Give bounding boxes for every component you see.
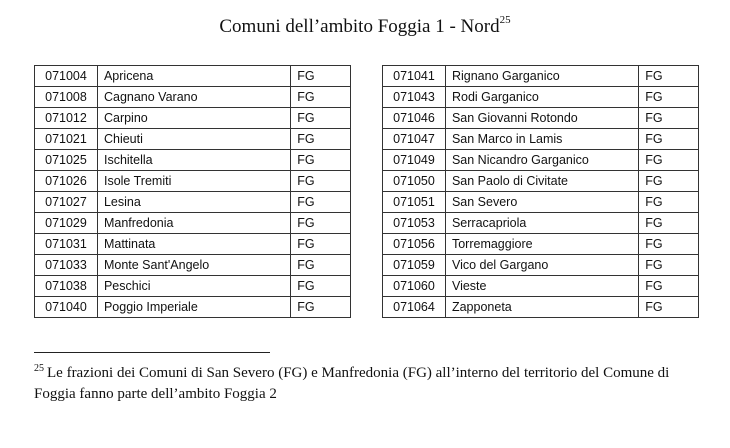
istat-code-cell: 071026: [35, 171, 98, 192]
table-row: [35, 108, 351, 129]
istat-code-cell: 071060: [383, 276, 446, 297]
istat-code-cell: 071027: [35, 192, 98, 213]
province-cell: FG: [639, 297, 699, 318]
province-cell: FG: [639, 192, 699, 213]
istat-code-cell: 071038: [35, 276, 98, 297]
province-cell: FG: [291, 297, 351, 318]
province-cell: FG: [291, 234, 351, 255]
istat-code-cell: 071056: [383, 234, 446, 255]
province-cell: FG: [639, 87, 699, 108]
istat-code-cell: 071021: [35, 129, 98, 150]
municipality-name-cell: Ischitella: [97, 150, 290, 171]
table-row: [35, 171, 351, 192]
province-cell: FG: [291, 108, 351, 129]
page-title-text: Comuni dell’ambito Foggia 1 - Nord: [219, 16, 500, 37]
province-cell: FG: [291, 129, 351, 150]
province-cell: FG: [291, 87, 351, 108]
province-cell: FG: [639, 150, 699, 171]
municipality-name-cell: San Severo: [445, 192, 638, 213]
municipality-name-cell: Vieste: [445, 276, 638, 297]
municipality-name-cell: Apricena: [97, 66, 290, 87]
table-row: [383, 171, 699, 192]
municipality-name-cell: Zapponeta: [445, 297, 638, 318]
province-cell: FG: [639, 171, 699, 192]
table-row: [383, 255, 699, 276]
table-row: [383, 150, 699, 171]
table-row: [35, 150, 351, 171]
istat-code-cell: 071008: [35, 87, 98, 108]
municipality-name-cell: Carpino: [97, 108, 290, 129]
table-row: [35, 213, 351, 234]
province-cell: FG: [291, 192, 351, 213]
municipality-name-cell: Isole Tremiti: [97, 171, 290, 192]
province-cell: FG: [639, 129, 699, 150]
istat-code-cell: 071047: [383, 129, 446, 150]
istat-code-cell: 071050: [383, 171, 446, 192]
istat-code-cell: 071041: [383, 66, 446, 87]
istat-code-cell: 071025: [35, 150, 98, 171]
province-cell: FG: [291, 66, 351, 87]
municipalities-table-left: [34, 65, 351, 318]
istat-code-cell: 071033: [35, 255, 98, 276]
table-row: [35, 297, 351, 318]
footnote-separator: [34, 352, 270, 353]
municipality-name-cell: Rignano Garganico: [445, 66, 638, 87]
table-row: [383, 192, 699, 213]
table-row: [383, 108, 699, 129]
province-cell: FG: [291, 213, 351, 234]
table-row: [383, 213, 699, 234]
footnote-number: 25: [34, 363, 44, 374]
province-cell: FG: [291, 150, 351, 171]
page-title: [0, 14, 730, 38]
municipality-name-cell: San Marco in Lamis: [445, 129, 638, 150]
table-row: [383, 66, 699, 87]
table-row: [35, 192, 351, 213]
istat-code-cell: 071059: [383, 255, 446, 276]
municipality-name-cell: Peschici: [97, 276, 290, 297]
table-row: [35, 87, 351, 108]
table-row: [35, 66, 351, 87]
footnote-text: Le frazioni dei Comuni di San Severo (FG) e Manfredonia (FG) all’interno del territorio del Comune di Foggia fanno parte dell’ambito Foggia 2: [34, 365, 670, 402]
province-cell: FG: [639, 213, 699, 234]
table-row: [383, 129, 699, 150]
municipality-name-cell: San Nicandro Garganico: [445, 150, 638, 171]
municipality-name-cell: Serracapriola: [445, 213, 638, 234]
municipality-name-cell: San Paolo di Civitate: [445, 171, 638, 192]
province-cell: FG: [291, 255, 351, 276]
istat-code-cell: 071040: [35, 297, 98, 318]
istat-code-cell: 071031: [35, 234, 98, 255]
municipalities-table-right: [382, 65, 699, 318]
municipality-name-cell: Mattinata: [97, 234, 290, 255]
municipality-name-cell: Manfredonia: [97, 213, 290, 234]
province-cell: FG: [639, 108, 699, 129]
table-row: [35, 255, 351, 276]
istat-code-cell: 071049: [383, 150, 446, 171]
istat-code-cell: 071043: [383, 87, 446, 108]
istat-code-cell: 071046: [383, 108, 446, 129]
table-row: [383, 297, 699, 318]
municipality-name-cell: Rodi Garganico: [445, 87, 638, 108]
province-cell: FG: [291, 276, 351, 297]
istat-code-cell: 071051: [383, 192, 446, 213]
table-row: [383, 234, 699, 255]
municipality-name-cell: Monte Sant'Angelo: [97, 255, 290, 276]
province-cell: FG: [291, 171, 351, 192]
table-row: [35, 276, 351, 297]
istat-code-cell: 071053: [383, 213, 446, 234]
province-cell: FG: [639, 234, 699, 255]
istat-code-cell: 071012: [35, 108, 98, 129]
municipality-name-cell: Chieuti: [97, 129, 290, 150]
table-row: [383, 276, 699, 297]
table-row: [35, 129, 351, 150]
municipality-name-cell: Poggio Imperiale: [97, 297, 290, 318]
province-cell: FG: [639, 66, 699, 87]
province-cell: FG: [639, 255, 699, 276]
istat-code-cell: 071064: [383, 297, 446, 318]
table-row: [383, 87, 699, 108]
municipality-name-cell: San Giovanni Rotondo: [445, 108, 638, 129]
footnote-reference: 25: [499, 14, 511, 26]
footnote: [34, 358, 714, 405]
municipality-name-cell: Cagnano Varano: [97, 87, 290, 108]
istat-code-cell: 071029: [35, 213, 98, 234]
municipality-name-cell: Lesina: [97, 192, 290, 213]
municipality-name-cell: Vico del Gargano: [445, 255, 638, 276]
table-row: [35, 234, 351, 255]
municipality-name-cell: Torremaggiore: [445, 234, 638, 255]
istat-code-cell: 071004: [35, 66, 98, 87]
province-cell: FG: [639, 276, 699, 297]
